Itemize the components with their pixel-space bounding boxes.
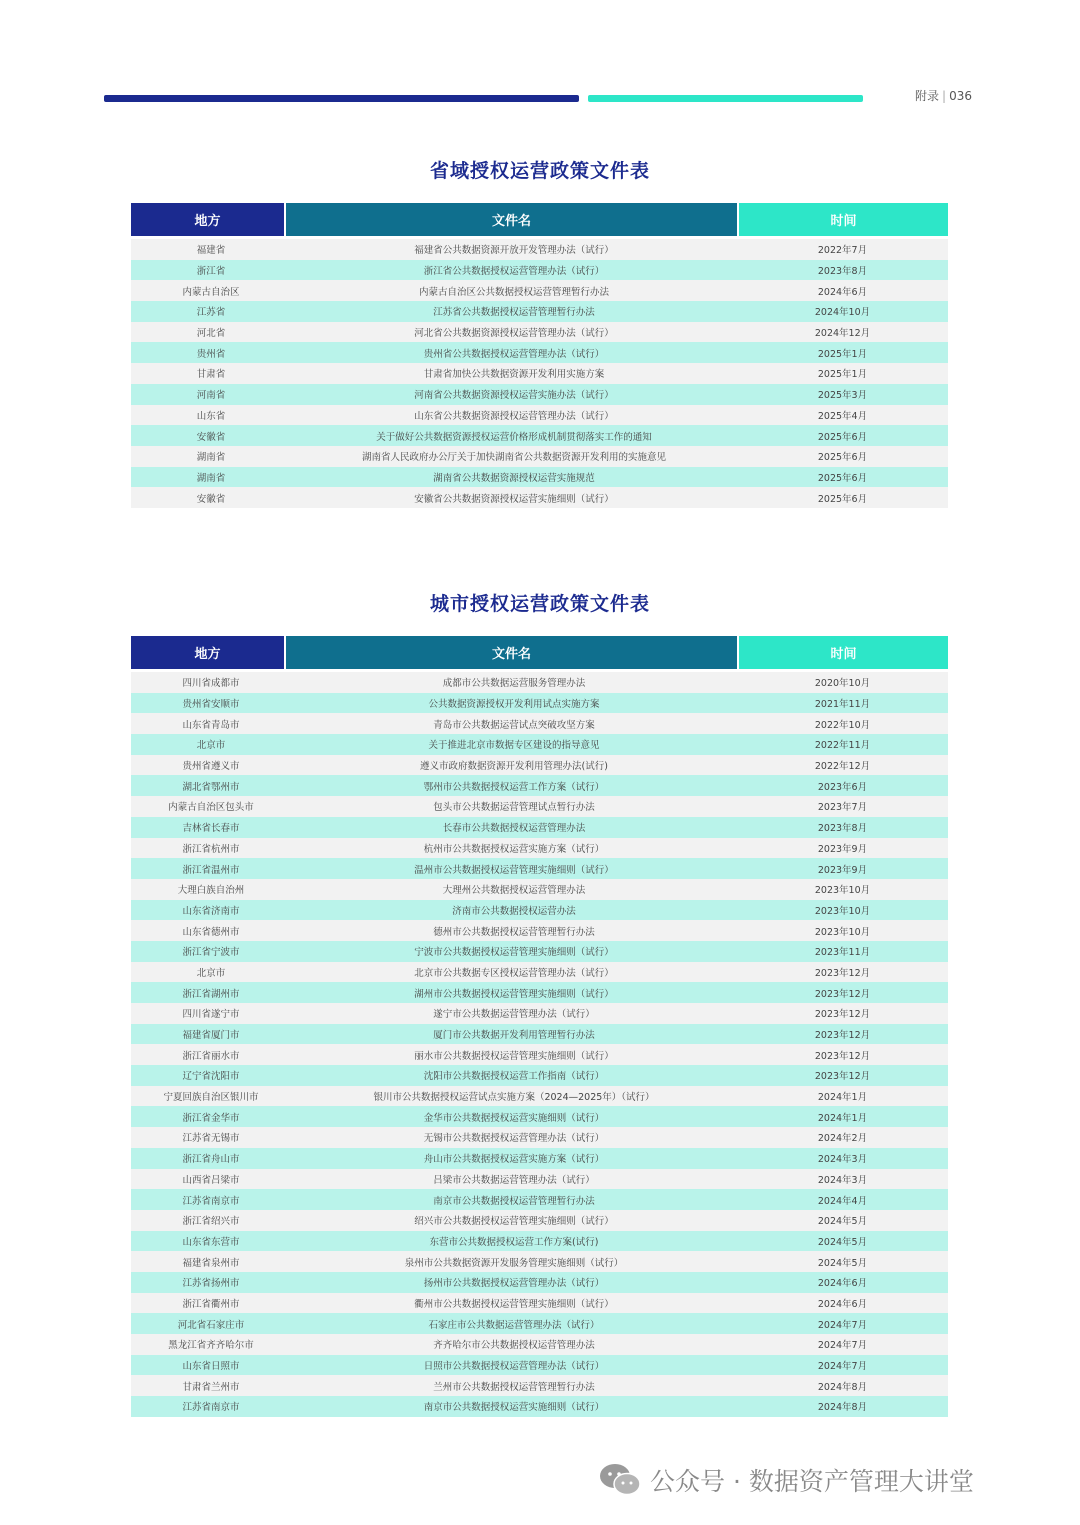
- cell-date: 2023年9月: [817, 843, 868, 855]
- cell-region: 江苏省扬州市: [182, 1278, 240, 1290]
- cell-date: 2024年10月: [814, 307, 871, 319]
- table-row: [131, 879, 948, 900]
- cell-date: 2021年11月: [814, 699, 871, 711]
- cell-date: 2024年7月: [817, 1361, 868, 1373]
- column-header-region: 地方: [131, 636, 284, 669]
- table-header: [131, 203, 948, 236]
- table-row: [131, 487, 948, 508]
- cell-document: 济南市公共数据授权运营办法: [452, 905, 576, 917]
- cell-document: 南京市公共数据授权运营管理暂行办法: [433, 1195, 595, 1207]
- cell-document: 沈阳市公共数据授权运营工作指南（试行）: [423, 1071, 605, 1083]
- cell-region: 宁夏回族自治区银川市: [163, 1092, 259, 1104]
- table-row: [131, 1334, 948, 1355]
- table-row: [131, 920, 948, 941]
- cell-document: 江苏省公共数据授权运营管理暂行办法: [433, 307, 595, 319]
- table-row: [131, 941, 948, 962]
- table-row: [131, 1375, 948, 1396]
- cell-date: 2024年5月: [817, 1216, 868, 1228]
- cell-document: 湖州市公共数据授权运营管理实施细则（试行）: [414, 988, 614, 1000]
- table-row: [131, 467, 948, 488]
- column-header-region: 地方: [131, 203, 284, 236]
- cell-document: 鄂州市公共数据授权运营工作方案（试行）: [423, 781, 605, 793]
- table-row: [131, 1106, 948, 1127]
- table-row: [131, 1231, 948, 1252]
- cell-date: 2024年12月: [814, 328, 871, 340]
- cell-region: 福建省泉州市: [182, 1257, 240, 1269]
- table-row: [131, 693, 948, 714]
- cell-document: 扬州市公共数据授权运营管理办法（试行）: [423, 1278, 605, 1290]
- table-row: [131, 755, 948, 776]
- table-header: [131, 636, 948, 669]
- table-row: [131, 280, 948, 301]
- cell-date: 2024年5月: [817, 1257, 868, 1269]
- cell-date: 2023年12月: [814, 1071, 871, 1083]
- cell-document: 甘肃省加快公共数据资源开发利用实施方案: [423, 369, 605, 381]
- cell-document: 河南省公共数据资源授权运营实施办法（试行）: [414, 390, 614, 402]
- cell-region: 福建省厦门市: [182, 1030, 240, 1042]
- table-row: [131, 1044, 948, 1065]
- cell-document: 安徽省公共数据资源授权运营实施细则（试行）: [414, 493, 614, 505]
- cell-document: 绍兴市公共数据授权运营管理实施细则（试行）: [414, 1216, 614, 1228]
- table-row: [131, 1148, 948, 1169]
- cell-document: 大理州公共数据授权运营管理办法: [442, 885, 586, 897]
- wechat-icon: [598, 1462, 642, 1498]
- table-row: [131, 322, 948, 343]
- table-row: [131, 425, 948, 446]
- table-row: [131, 858, 948, 879]
- table-row: [131, 446, 948, 467]
- cell-document: 福建省公共数据资源开放开发管理办法（试行）: [414, 245, 614, 257]
- table-row: [131, 1355, 948, 1376]
- cell-document: 德州市公共数据授权运营管理暂行办法: [433, 926, 595, 938]
- header-bar-light: [588, 95, 863, 102]
- table-row: [131, 796, 948, 817]
- cell-document: 关于做好公共数据资源授权运营价格形成机制贯彻落实工作的通知: [376, 431, 652, 443]
- column-header-document: 文件名: [286, 203, 737, 236]
- cell-region: 山东省: [196, 410, 226, 422]
- cell-date: 2023年12月: [814, 988, 871, 1000]
- cell-document: 湖南省公共数据资源授权运营实施规范: [433, 472, 595, 484]
- cell-document: 南京市公共数据授权运营实施细则（试行）: [423, 1402, 605, 1414]
- cell-date: 2023年11月: [814, 947, 871, 959]
- cell-date: 2024年6月: [817, 1298, 868, 1310]
- cell-region: 山东省德州市: [182, 926, 240, 938]
- cell-date: 2023年8月: [817, 823, 868, 835]
- cell-region: 四川省成都市: [182, 678, 240, 690]
- cell-date: 2023年8月: [817, 266, 868, 278]
- cell-region: 浙江省温州市: [182, 864, 240, 876]
- page-number: 036: [949, 89, 972, 103]
- cell-region: 北京市: [196, 967, 226, 979]
- table-row: [131, 239, 948, 260]
- cell-date: 2024年6月: [817, 1278, 868, 1290]
- cell-region: 江苏省南京市: [182, 1195, 240, 1207]
- cell-document: 宁波市公共数据授权运营管理实施细则（试行）: [414, 947, 614, 959]
- cell-document: 丽水市公共数据授权运营管理实施细则（试行）: [414, 1050, 614, 1062]
- cell-document: 衢州市公共数据授权运营管理实施细则（试行）: [414, 1298, 614, 1310]
- cell-document: 山东省公共数据资源授权运营管理办法（试行）: [414, 410, 614, 422]
- province-table: [131, 203, 948, 508]
- table-row: [131, 405, 948, 426]
- table-row: [131, 1293, 948, 1314]
- table-row: [131, 817, 948, 838]
- cell-date: 2024年8月: [817, 1402, 868, 1414]
- table-row: [131, 713, 948, 734]
- cell-region: 山西省吕梁市: [182, 1174, 240, 1186]
- cell-date: 2025年4月: [817, 410, 868, 422]
- cell-region: 甘肃省: [196, 369, 226, 381]
- table-row: [131, 734, 948, 755]
- cell-date: 2024年7月: [817, 1340, 868, 1352]
- cell-date: 2023年12月: [814, 967, 871, 979]
- cell-date: 2024年1月: [817, 1092, 868, 1104]
- cell-document: 浙江省公共数据授权运营管理办法（试行）: [423, 266, 605, 278]
- cell-date: 2025年6月: [817, 452, 868, 464]
- cell-document: 泉州市公共数据资源开发服务管理实施细则（试行）: [404, 1257, 624, 1269]
- cell-date: 2024年5月: [817, 1236, 868, 1248]
- table-row: [131, 1272, 948, 1293]
- cell-region: 甘肃省兰州市: [182, 1381, 240, 1393]
- cell-region: 吉林省长春市: [182, 823, 240, 835]
- cell-region: 浙江省: [196, 266, 226, 278]
- cell-document: 银川市公共数据授权运营试点实施方案（2024—2025年）（试行）: [373, 1092, 655, 1104]
- cell-region: 江苏省南京市: [182, 1402, 240, 1414]
- cell-date: 2024年4月: [817, 1195, 868, 1207]
- cell-region: 安徽省: [196, 431, 226, 443]
- cell-date: 2024年7月: [817, 1319, 868, 1331]
- column-header-date: 时间: [739, 203, 948, 236]
- cell-date: 2023年12月: [814, 1009, 871, 1021]
- cell-date: 2025年3月: [817, 390, 868, 402]
- cell-document: 贵州省公共数据授权运营管理办法（试行）: [423, 348, 605, 360]
- cell-date: 2024年8月: [817, 1381, 868, 1393]
- table-row: [131, 1169, 948, 1190]
- cell-document: 包头市公共数据运营管理试点暂行办法: [433, 802, 595, 814]
- section-label: 附录: [915, 89, 940, 103]
- table-row: [131, 384, 948, 405]
- cell-region: 浙江省舟山市: [182, 1154, 240, 1166]
- cell-date: 2024年1月: [817, 1112, 868, 1124]
- header-bar-dark: [104, 95, 579, 102]
- table-row: [131, 1024, 948, 1045]
- table-row: [131, 301, 948, 322]
- cell-region: 贵州省安顺市: [182, 699, 240, 711]
- table-row: [131, 1313, 948, 1334]
- table-row: [131, 982, 948, 1003]
- cell-region: 河北省石家庄市: [177, 1319, 245, 1331]
- cell-date: 2023年10月: [814, 926, 871, 938]
- city-table: [131, 636, 948, 1417]
- cell-date: 2023年12月: [814, 1050, 871, 1062]
- cell-document: 金华市公共数据授权运营实施细则（试行）: [423, 1112, 605, 1124]
- cell-region: 内蒙古自治区: [182, 286, 240, 298]
- cell-document: 成都市公共数据运营服务管理办法: [442, 678, 586, 690]
- cell-date: 2025年6月: [817, 431, 868, 443]
- cell-date: 2022年11月: [814, 740, 871, 752]
- cell-date: 2023年10月: [814, 905, 871, 917]
- table-row: [131, 1086, 948, 1107]
- cell-region: 湖南省: [196, 472, 226, 484]
- table-body: [131, 672, 948, 1417]
- cell-date: 2023年6月: [817, 781, 868, 793]
- cell-region: 四川省遂宁市: [182, 1009, 240, 1021]
- table-row: [131, 962, 948, 983]
- cell-region: 河南省: [196, 390, 226, 402]
- page-header: 附录 | 036: [915, 89, 972, 103]
- cell-region: 浙江省金华市: [182, 1112, 240, 1124]
- cell-document: 遂宁市公共数据运营管理办法（试行）: [433, 1009, 595, 1021]
- table-row: [131, 342, 948, 363]
- cell-date: 2023年7月: [817, 802, 868, 814]
- cell-date: 2023年12月: [814, 1030, 871, 1042]
- cell-region: 江苏省: [196, 307, 226, 319]
- cell-region: 山东省济南市: [182, 905, 240, 917]
- cell-region: 山东省青岛市: [182, 719, 240, 731]
- cell-region: 湖南省: [196, 452, 226, 464]
- city-table-title: 城市授权运营政策文件表: [429, 593, 650, 615]
- table-row: [131, 1065, 948, 1086]
- province-table-title: 省域授权运营政策文件表: [429, 160, 650, 182]
- table-body: [131, 239, 948, 508]
- table-row: [131, 1251, 948, 1272]
- cell-region: 安徽省: [196, 493, 226, 505]
- cell-document: 青岛市公共数据运营试点突破攻坚方案: [433, 719, 595, 731]
- table-row: [131, 1127, 948, 1148]
- cell-region: 浙江省绍兴市: [182, 1216, 240, 1228]
- cell-date: 2025年1月: [817, 348, 868, 360]
- cell-region: 浙江省杭州市: [182, 843, 240, 855]
- cell-document: 长春市公共数据授权运营管理办法: [442, 823, 586, 835]
- cell-document: 湖南省人民政府办公厅关于加快湖南省公共数据资源开发利用的实施意见: [361, 452, 666, 464]
- table-row: [131, 672, 948, 693]
- cell-region: 山东省东营市: [182, 1236, 240, 1248]
- cell-date: 2024年6月: [817, 286, 868, 298]
- cell-region: 辽宁省沈阳市: [182, 1071, 240, 1083]
- table-row: [131, 1396, 948, 1417]
- column-header-date: 时间: [739, 636, 948, 669]
- cell-region: 山东省日照市: [182, 1361, 240, 1373]
- table-row: [131, 260, 948, 281]
- cell-region: 福建省: [196, 245, 226, 257]
- table-row: [131, 363, 948, 384]
- cell-date: 2025年6月: [817, 472, 868, 484]
- cell-region: 浙江省宁波市: [182, 947, 240, 959]
- cell-region: 湖北省鄂州市: [182, 781, 240, 793]
- cell-date: 2024年3月: [817, 1154, 868, 1166]
- table-row: [131, 1210, 948, 1231]
- cell-document: 舟山市公共数据授权运营实施方案（试行）: [423, 1154, 605, 1166]
- cell-region: 黑龙江省齐齐哈尔市: [168, 1340, 254, 1352]
- cell-date: 2022年10月: [814, 719, 871, 731]
- cell-date: 2022年12月: [814, 761, 871, 773]
- cell-document: 温州市公共数据授权运营管理实施细则（试行）: [414, 864, 614, 876]
- cell-date: 2023年9月: [817, 864, 868, 876]
- cell-document: 东营市公共数据授权运营工作方案(试行): [429, 1236, 599, 1248]
- cell-region: 河北省: [196, 328, 226, 340]
- cell-date: 2024年3月: [817, 1174, 868, 1186]
- cell-document: 吕梁市公共数据运营管理办法（试行）: [433, 1174, 595, 1186]
- cell-date: 2024年2月: [817, 1133, 868, 1145]
- column-header-document: 文件名: [286, 636, 737, 669]
- cell-document: 公共数据资源授权开发利用试点实施方案: [428, 699, 600, 711]
- cell-region: 浙江省丽水市: [182, 1050, 240, 1062]
- table-row: [131, 900, 948, 921]
- footer-watermark: [598, 1462, 974, 1498]
- cell-document: 齐齐哈尔市公共数据授权运营管理办法: [433, 1340, 595, 1352]
- cell-region: 大理白族自治州: [177, 885, 245, 897]
- cell-document: 北京市公共数据专区授权运营管理办法（试行）: [414, 967, 614, 979]
- table-row: [131, 838, 948, 859]
- cell-region: 贵州省遵义市: [182, 761, 240, 773]
- cell-date: 2023年10月: [814, 885, 871, 897]
- cell-document: 河北省公共数据资源授权运营管理办法（试行）: [414, 328, 614, 340]
- cell-date: 2025年1月: [817, 369, 868, 381]
- cell-document: 日照市公共数据授权运营管理办法（试行）: [423, 1361, 605, 1373]
- cell-region: 北京市: [196, 740, 226, 752]
- cell-document: 关于推进北京市数据专区建设的指导意见: [428, 740, 600, 752]
- table-row: [131, 775, 948, 796]
- table-row: [131, 1189, 948, 1210]
- table-row: [131, 1003, 948, 1024]
- cell-date: 2020年10月: [814, 678, 871, 690]
- cell-date: 2025年6月: [817, 493, 868, 505]
- cell-document: 无锡市公共数据授权运营管理办法（试行）: [423, 1133, 605, 1145]
- cell-document: 厦门市公共数据开发利用管理暂行办法: [433, 1030, 595, 1042]
- cell-region: 浙江省衢州市: [182, 1298, 240, 1310]
- cell-document: 兰州市公共数据授权运营管理暂行办法: [433, 1381, 595, 1393]
- cell-document: 内蒙古自治区公共数据授权运营管理暂行办法: [418, 286, 609, 298]
- cell-region: 内蒙古自治区包头市: [168, 802, 254, 814]
- cell-region: 浙江省湖州市: [182, 988, 240, 1000]
- cell-date: 2022年7月: [817, 245, 868, 257]
- cell-document: 石家庄市公共数据运营管理办法（试行）: [428, 1319, 600, 1331]
- cell-document: 遵义市政府数据资源开发利用管理办法(试行): [420, 761, 608, 773]
- cell-document: 杭州市公共数据授权运营实施方案（试行）: [423, 843, 605, 855]
- cell-region: 江苏省无锡市: [182, 1133, 240, 1145]
- cell-region: 贵州省: [196, 348, 226, 360]
- footer-text: 公众号 · 数据资产管理大讲堂: [650, 1467, 974, 1496]
